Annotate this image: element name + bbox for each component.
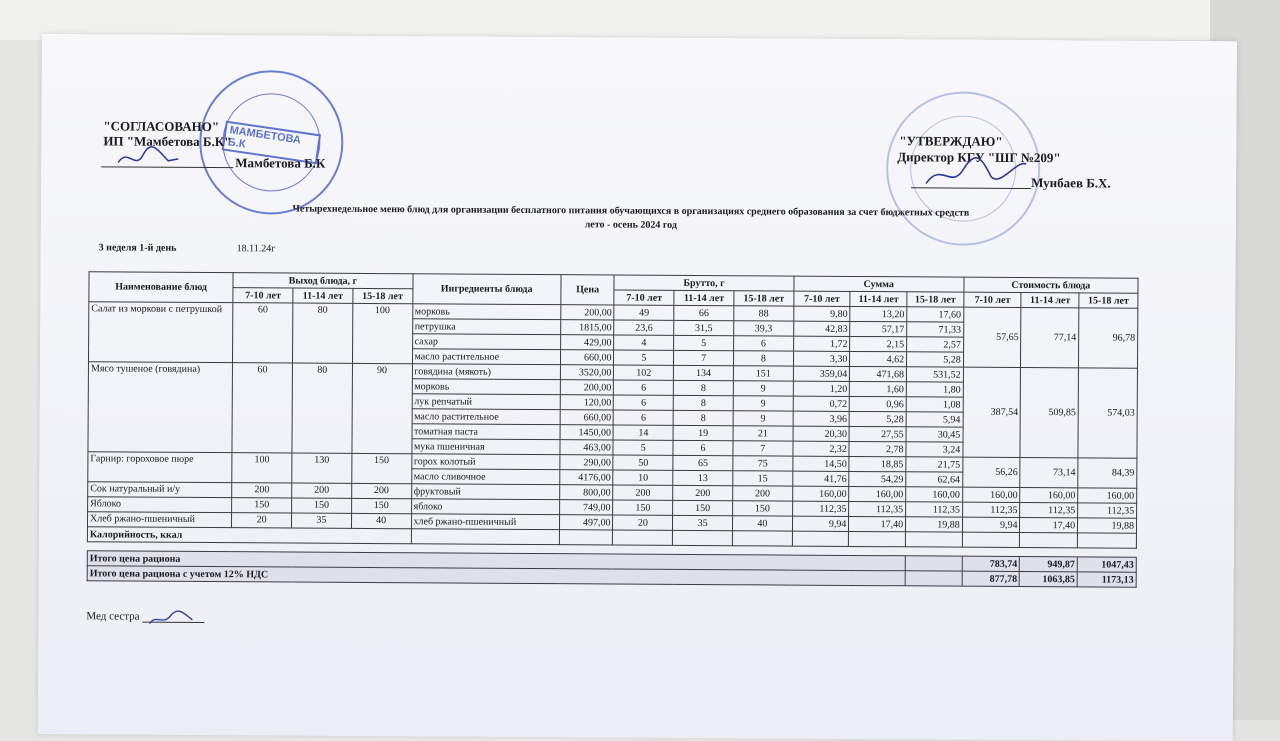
dish-cost: 160,00	[1020, 487, 1078, 502]
approval-right-position: Директор КГУ "ШГ №209"	[897, 149, 1061, 166]
ingredient-sum: 2,57	[907, 337, 964, 352]
ingredient-gross: 5	[614, 350, 674, 365]
ingredient-gross: 4	[614, 335, 674, 350]
ingredient-price: 497,00	[559, 515, 613, 530]
ingredient-gross: 5	[613, 440, 673, 455]
ingredient-sum: 2,15	[850, 336, 907, 351]
dish-cost: 112,35	[1020, 502, 1078, 517]
ingredient-name: морковь	[412, 379, 560, 395]
header-output: Выход блюда, г	[233, 273, 412, 289]
ingredient-sum: 27,55	[849, 426, 906, 441]
ingredient-gross: 49	[614, 305, 674, 320]
ingredient-gross: 6	[614, 410, 674, 425]
dish-output: 200	[232, 483, 292, 498]
ingredient-gross: 6	[614, 380, 674, 395]
ingredient-sum: 9,80	[793, 306, 850, 321]
ingredient-gross: 21	[733, 426, 793, 441]
dish-cost: 96,78	[1079, 308, 1138, 368]
ingredient-name: хлеб ржано-пшеничный	[411, 514, 559, 530]
ingredient-sum: 0,72	[793, 396, 850, 411]
ingredient-sum: 531,52	[906, 367, 963, 382]
dish-name: Мясо тушеное (говядина)	[88, 362, 233, 453]
ingredient-sum: 3,24	[906, 442, 963, 457]
ingredient-sum: 471,68	[850, 366, 907, 381]
header-gross: Брутто, г	[614, 275, 793, 291]
age-header: 7-10 лет	[794, 291, 851, 306]
dish-cost: 56,26	[962, 457, 1020, 487]
approval-left-label: "СОГЛАСОВАНО"	[103, 118, 220, 135]
dish-output: 200	[351, 483, 411, 498]
dish-cost: 57,65	[963, 307, 1021, 367]
ingredient-gross: 14	[613, 425, 673, 440]
ingredient-sum: 2,32	[793, 441, 850, 456]
dish-output: 80	[292, 363, 352, 453]
ingredient-sum: 160,00	[906, 487, 963, 502]
ingredient-name: морковь	[412, 304, 560, 320]
ingredient-gross: 23,6	[614, 320, 674, 335]
dish-output: 20	[232, 513, 292, 528]
ingredient-name: яблоко	[411, 499, 559, 515]
approval-right-signer: Мунбаев Б.Х.	[1031, 175, 1111, 191]
dish-cost: 19,88	[1078, 518, 1137, 533]
ingredient-gross: 50	[613, 455, 673, 470]
total-vat-label: Итого цена рациона с учетом 12% НДС	[87, 566, 905, 586]
ingredient-price: 120,00	[560, 395, 614, 410]
ingredient-sum: 5,28	[850, 411, 907, 426]
age-header: 11-14 лет	[674, 290, 734, 305]
ingredient-price: 290,00	[560, 455, 614, 470]
dish-cost: 160,00	[1078, 488, 1137, 503]
stamp-name-box: МАМБЕТОВА Б.К	[222, 121, 321, 165]
age-header: 7-10 лет	[233, 288, 293, 303]
total-vat-value: 1173,13	[1077, 572, 1136, 587]
dish-name: Салат из моркови с петрушкой	[88, 302, 233, 363]
ingredient-name: петрушка	[412, 319, 560, 335]
ingredient-gross: 13	[673, 470, 733, 485]
dish-output: 200	[292, 483, 352, 498]
ingredient-price: 660,00	[560, 350, 614, 365]
ingredient-sum: 1,60	[850, 381, 907, 396]
total-value: 1047,43	[1077, 557, 1136, 572]
ingredient-sum: 21,75	[906, 457, 963, 472]
ingredient-gross: 5	[674, 335, 734, 350]
ingredient-sum: 18,85	[849, 456, 906, 471]
ingredient-sum: 41,76	[792, 471, 849, 486]
ingredient-gross: 200	[673, 485, 733, 500]
ingredient-gross: 8	[674, 380, 734, 395]
ingredient-name: масло растительное	[412, 349, 560, 365]
dish-cost: 574,03	[1078, 368, 1137, 458]
ingredient-sum: 1,08	[906, 397, 963, 412]
ingredient-sum: 112,35	[849, 501, 906, 516]
ingredient-price: 1450,00	[560, 425, 614, 440]
menu-date: 18.11.24г	[236, 243, 276, 255]
ingredient-price: 749,00	[559, 500, 613, 515]
total-value: 783,74	[962, 556, 1020, 571]
ingredient-sum: 17,60	[907, 307, 964, 322]
ingredient-gross: 8	[733, 351, 793, 366]
dish-cost: 112,35	[962, 502, 1020, 517]
ingredient-name: мука пшеничная	[411, 439, 559, 455]
dish-output: 150	[351, 498, 411, 513]
nurse-label: Мед сестра	[86, 610, 140, 623]
dish-output: 35	[291, 513, 351, 528]
age-header: 11-14 лет	[850, 291, 907, 306]
ingredient-gross: 8	[673, 410, 733, 425]
ingredient-sum: 112,35	[792, 501, 849, 516]
dish-cost: 77,14	[1021, 307, 1079, 367]
ingredient-gross: 200	[733, 486, 793, 501]
dish-output: 40	[351, 513, 411, 528]
ingredient-sum: 3,96	[793, 411, 850, 426]
ingredient-gross: 6	[673, 440, 733, 455]
ingredient-gross: 66	[674, 305, 734, 320]
ingredient-gross: 31,5	[674, 320, 734, 335]
dish-cost: 160,00	[962, 487, 1020, 502]
ingredient-sum: 17,40	[849, 516, 906, 531]
ingredient-sum: 5,94	[906, 412, 963, 427]
header-price: Цена	[561, 275, 615, 305]
nurse-signature-block	[86, 610, 204, 623]
dish-output: 90	[352, 363, 412, 453]
dish-cost: 509,85	[1020, 367, 1078, 457]
ingredient-gross: 19	[673, 425, 733, 440]
dish-output: 150	[232, 498, 292, 513]
ingredient-gross: 7	[674, 350, 734, 365]
header-ingredients: Ингредиенты блюда	[412, 274, 561, 305]
menu-table	[87, 271, 1139, 587]
dish-cost: 73,14	[1020, 457, 1078, 487]
approval-right-label: "УТВЕРЖДАЮ"	[899, 133, 1003, 149]
ingredient-sum: 160,00	[849, 486, 906, 501]
ingredient-price: 660,00	[560, 410, 614, 425]
ingredient-sum: 14,50	[793, 456, 850, 471]
ingredient-price: 429,00	[560, 335, 614, 350]
age-header: 11-14 лет	[1021, 292, 1079, 307]
ingredient-gross: 9	[733, 396, 793, 411]
ingredient-name: томатная паста	[412, 424, 560, 440]
ingredient-sum: 359,04	[793, 366, 850, 381]
ingredient-sum: 112,35	[906, 502, 963, 517]
dish-output: 60	[232, 363, 292, 453]
ingredient-sum: 160,00	[792, 486, 849, 501]
ingredient-sum: 0,96	[850, 396, 907, 411]
ingredient-gross: 7	[733, 441, 793, 456]
ingredient-price: 3520,00	[560, 365, 614, 380]
dish-name: Хлеб ржано-пшеничный	[87, 512, 231, 528]
header-sum: Сумма	[794, 276, 964, 292]
ingredient-name: говядина (мякоть)	[412, 364, 560, 380]
ingredient-gross: 200	[613, 485, 673, 500]
ingredient-sum: 57,17	[850, 321, 907, 336]
ingredient-gross: 15	[733, 471, 793, 486]
ingredient-gross: 134	[674, 365, 734, 380]
ingredient-price: 800,00	[560, 485, 614, 500]
age-header: 15-18 лет	[353, 288, 413, 303]
ingredient-sum: 1,72	[793, 336, 850, 351]
ingredient-sum: 1,20	[793, 381, 850, 396]
ingredient-sum: 5,28	[907, 352, 964, 367]
dish-name: Яблоко	[88, 497, 232, 513]
total-vat-value: 877,78	[962, 571, 1020, 586]
ingredient-sum: 54,29	[849, 471, 906, 486]
ingredient-gross: 10	[613, 470, 673, 485]
ingredient-gross: 39,3	[734, 321, 794, 336]
ingredient-sum: 2,78	[849, 441, 906, 456]
dish-cost: 112,35	[1078, 503, 1137, 518]
dish-output: 100	[232, 453, 292, 483]
ingredient-sum: 30,45	[906, 427, 963, 442]
age-header: 15-18 лет	[734, 291, 794, 306]
ingredient-name: фруктовый	[411, 484, 559, 500]
ingredient-price: 4176,00	[560, 470, 614, 485]
age-header: 11-14 лет	[293, 288, 353, 303]
age-header: 15-18 лет	[1079, 293, 1138, 308]
ingredient-price: 1815,00	[561, 320, 615, 335]
document-subtitle: лето - осень 2024 год	[584, 219, 678, 231]
table-body	[87, 302, 1138, 587]
ingredient-gross: 20	[613, 515, 673, 530]
signature-right-icon	[921, 151, 1031, 192]
dish-output: 150	[352, 453, 412, 483]
dish-cost: 9,94	[962, 517, 1020, 532]
total-label: Итого цена рациона	[87, 551, 905, 571]
ingredient-gross: 150	[733, 501, 793, 516]
age-header: 7-10 лет	[964, 292, 1022, 307]
ingredient-sum: 4,62	[850, 351, 907, 366]
header-dish: Наименование блюд	[89, 272, 233, 303]
ingredient-gross: 6	[734, 336, 794, 351]
ingredient-gross: 102	[614, 365, 674, 380]
document-title: Четырехнедельное меню блюд для организации бесплатного питания обучающихся в организациях среднего образования за счет бюджетных средств	[292, 203, 970, 219]
total-vat-value: 1063,85	[1020, 571, 1078, 586]
ingredient-gross: 9	[733, 381, 793, 396]
dish-cost: 17,40	[1020, 517, 1078, 532]
ingredient-price: 463,00	[560, 440, 614, 455]
ingredient-gross: 150	[613, 500, 673, 515]
ingredient-sum: 20,30	[793, 426, 850, 441]
ingredient-sum: 19,88	[906, 517, 963, 532]
ingredient-gross: 150	[673, 500, 733, 515]
ingredient-gross: 75	[733, 456, 793, 471]
dish-cost: 84,39	[1078, 458, 1137, 488]
ingredient-sum: 62,64	[906, 472, 963, 487]
dish-output: 150	[292, 498, 352, 513]
ingredient-gross: 35	[673, 515, 733, 530]
ingredient-name: масло сливочное	[411, 469, 559, 485]
approval-left-org: ИП "Мамбетова Б.К"	[103, 133, 232, 150]
dish-output: 60	[233, 303, 293, 363]
ingredient-name: лук репчатый	[412, 394, 560, 410]
nurse-signature-line	[142, 622, 204, 623]
ingredient-gross: 40	[732, 516, 792, 531]
header-cost: Стоимость блюда	[964, 277, 1138, 293]
dish-name: Сок натуральный и/у	[88, 482, 232, 498]
ingredient-price: 200,00	[560, 380, 614, 395]
ingredient-name: сахар	[412, 334, 560, 350]
dish-output: 130	[292, 453, 352, 483]
menu-document	[38, 34, 1237, 741]
ingredient-gross: 9	[733, 411, 793, 426]
signature-left-icon	[113, 142, 183, 172]
ingredient-sum: 42,83	[793, 321, 850, 336]
ingredient-sum: 71,33	[907, 322, 964, 337]
ingredient-gross: 151	[733, 366, 793, 381]
calories-label: Калорийность, ккал	[87, 527, 411, 544]
total-value: 949,87	[1020, 556, 1078, 571]
dish-cost: 387,54	[963, 367, 1021, 457]
nurse-signature-icon	[146, 610, 196, 628]
dish-output: 80	[292, 303, 352, 363]
ingredient-gross: 6	[614, 395, 674, 410]
dish-output: 100	[352, 303, 412, 363]
approval-left-signer: Мамбетова Б.К	[235, 155, 326, 171]
age-header: 7-10 лет	[614, 290, 674, 305]
ingredient-sum: 3,30	[793, 351, 850, 366]
dish-name: Гарнир: гороховое пюре	[88, 452, 232, 483]
ingredient-sum: 1,80	[906, 382, 963, 397]
ingredient-price: 200,00	[561, 305, 615, 320]
ingredient-sum: 9,94	[792, 516, 849, 531]
age-header: 15-18 лет	[907, 292, 964, 307]
week-day: 3 неделя 1-й день	[98, 242, 177, 254]
ingredient-gross: 88	[734, 306, 794, 321]
ingredient-name: масло растительное	[412, 409, 560, 425]
ingredient-name: горох колотый	[411, 454, 559, 470]
ingredient-sum: 13,20	[850, 306, 907, 321]
ingredient-gross: 8	[673, 395, 733, 410]
ingredient-gross: 65	[673, 455, 733, 470]
